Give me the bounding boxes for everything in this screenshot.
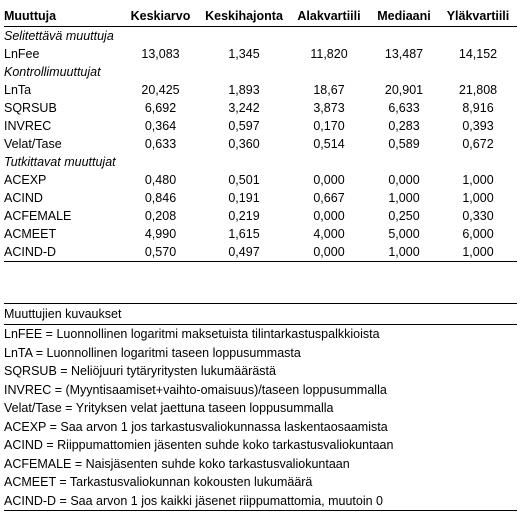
- stat-value: 0,667: [313, 191, 345, 205]
- stat-value: 1,000: [462, 191, 494, 205]
- stat-value: 3,873: [313, 101, 345, 115]
- description-item: ACEXP = Saa arvon 1 jos tarkastusvaliokunnassa laskentaosaamista: [4, 419, 388, 434]
- stat-value: 14,152: [458, 47, 498, 61]
- stat-value: 0,589: [388, 137, 420, 151]
- stat-value: 18,67: [313, 83, 345, 97]
- header-variable: Muuttuja: [4, 6, 122, 27]
- description-item: ACMEET = Tarkastusvaliokunnan kokousten lukumäärä: [4, 475, 313, 489]
- stat-value: 0,570: [122, 243, 199, 262]
- stat-value: 0,250: [388, 209, 420, 223]
- variable-name: Velat/Tase: [4, 137, 62, 151]
- table-row: [4, 81, 517, 99]
- stat-value: 4,990: [144, 227, 177, 241]
- table-row: [4, 45, 517, 63]
- table-row: [4, 171, 517, 189]
- description-item: ACIND-D = Saa arvon 1 jos kaikki jäsenet riippumattomia, muutoin 0: [4, 492, 517, 512]
- stat-value: 0,360: [228, 137, 260, 151]
- stat-value: 13,487: [384, 47, 424, 61]
- variable-name: SQRSUB: [4, 101, 57, 115]
- stat-value: 21,808: [458, 83, 498, 97]
- table-row: [4, 225, 517, 243]
- header-lower-quartile: Alakvartiili: [289, 6, 369, 27]
- descriptive-statistics-table: [4, 6, 517, 262]
- stat-value: 0,191: [228, 191, 260, 205]
- variable-name: ACEXP: [4, 173, 47, 187]
- description-item: LnTA = Luonnollinen logaritmi taseen loppusummasta: [4, 345, 301, 360]
- section-label: Selitettävä muuttuja: [4, 29, 114, 43]
- description-item: LnFEE = Luonnollinen logaritmi maksetuista tilintarkastuspalkkioista: [4, 327, 380, 341]
- stat-value: 0,219: [228, 209, 260, 223]
- stat-value: 0,364: [144, 119, 177, 133]
- descriptions-title: Muuttujien kuvaukset: [4, 303, 517, 325]
- stat-value: 0,597: [228, 119, 260, 133]
- stat-value: 0,000: [313, 173, 345, 187]
- stat-value: 1,345: [228, 47, 260, 61]
- variable-name: LnTa: [4, 83, 32, 97]
- stat-value: 0,170: [313, 119, 345, 133]
- description-item: Velat/Tase = Yrityksen velat jaettuna taseen loppusummalla: [4, 401, 334, 415]
- section-row: [4, 27, 517, 46]
- section-label: Tutkittavat muuttujat: [4, 155, 116, 169]
- section-row: [4, 63, 517, 81]
- variable-name: INVREC: [4, 119, 52, 133]
- stat-value: 6,633: [388, 101, 420, 115]
- stat-value: 0,846: [144, 191, 177, 205]
- stat-value: 1,000: [388, 191, 420, 205]
- stat-value: 0,633: [144, 137, 177, 151]
- description-item: INVREC = (Myyntisaamiset+vaihto-omaisuus)/taseen loppusummalla: [4, 382, 387, 397]
- variable-name: ACMEET: [4, 227, 57, 241]
- stat-value: 0,672: [462, 137, 494, 151]
- stat-value: 20,901: [384, 83, 424, 97]
- stat-value: 0,497: [199, 243, 289, 262]
- descriptions-list: [4, 325, 517, 511]
- stat-value: 0,283: [388, 119, 420, 133]
- variable-name: ACIND-D: [4, 243, 122, 262]
- stat-value: 20,425: [141, 83, 180, 97]
- stat-value: 4,000: [313, 227, 345, 241]
- header-std-dev: Keskihajonta: [199, 6, 289, 27]
- stat-value: 1,000: [462, 173, 494, 187]
- stat-value: 0,000: [313, 209, 345, 223]
- stat-value: 5,000: [388, 227, 420, 241]
- table-row: [4, 243, 517, 262]
- stat-value: 0,000: [388, 173, 420, 187]
- header-upper-quartile: Yläkvartiili: [439, 6, 517, 27]
- header-median: Mediaani: [369, 6, 439, 27]
- section-row: [4, 153, 517, 171]
- stat-value: 0,514: [313, 137, 345, 151]
- stat-value: 0,330: [462, 209, 494, 223]
- stat-value: 6,000: [462, 227, 494, 241]
- table-row: [4, 135, 517, 153]
- stat-value: 0,393: [462, 119, 494, 133]
- stat-value: 1,000: [369, 243, 439, 262]
- table-row: [4, 189, 517, 207]
- variable-name: ACFEMALE: [4, 209, 72, 223]
- stat-value: 6,692: [144, 101, 177, 115]
- table-row: [4, 117, 517, 135]
- variable-name: ACIND: [4, 191, 43, 205]
- stat-value: 0,480: [144, 173, 177, 187]
- description-item: SQRSUB = Neliöjuuri tytäryritysten lukumäärästä: [4, 364, 276, 378]
- stat-value: 1,000: [439, 243, 517, 262]
- description-item: ACIND = Riippumattomien jäsenten suhde koko tarkastusvaliokuntaan: [4, 438, 394, 452]
- table-body: [4, 27, 517, 262]
- table-row: [4, 99, 517, 117]
- variable-descriptions: [4, 303, 517, 511]
- stat-value: 0,000: [289, 243, 369, 262]
- stat-value: 0,208: [144, 209, 177, 223]
- header-mean: Keskiarvo: [122, 6, 199, 27]
- stat-value: 1,893: [228, 83, 260, 97]
- variable-name: LnFee: [4, 47, 40, 61]
- stat-value: 11,820: [310, 47, 348, 61]
- stat-value: 8,916: [462, 101, 494, 115]
- stat-value: 0,501: [228, 173, 260, 187]
- stat-value: 13,083: [141, 47, 180, 61]
- table-header-row: [4, 6, 517, 27]
- stat-value: 3,242: [228, 101, 260, 115]
- table-row: [4, 207, 517, 225]
- section-label: Kontrollimuuttujat: [4, 65, 101, 79]
- stat-value: 1,615: [228, 227, 260, 241]
- description-item: ACFEMALE = Naisjäsenten suhde koko tarkastusvaliokuntaan: [4, 456, 350, 471]
